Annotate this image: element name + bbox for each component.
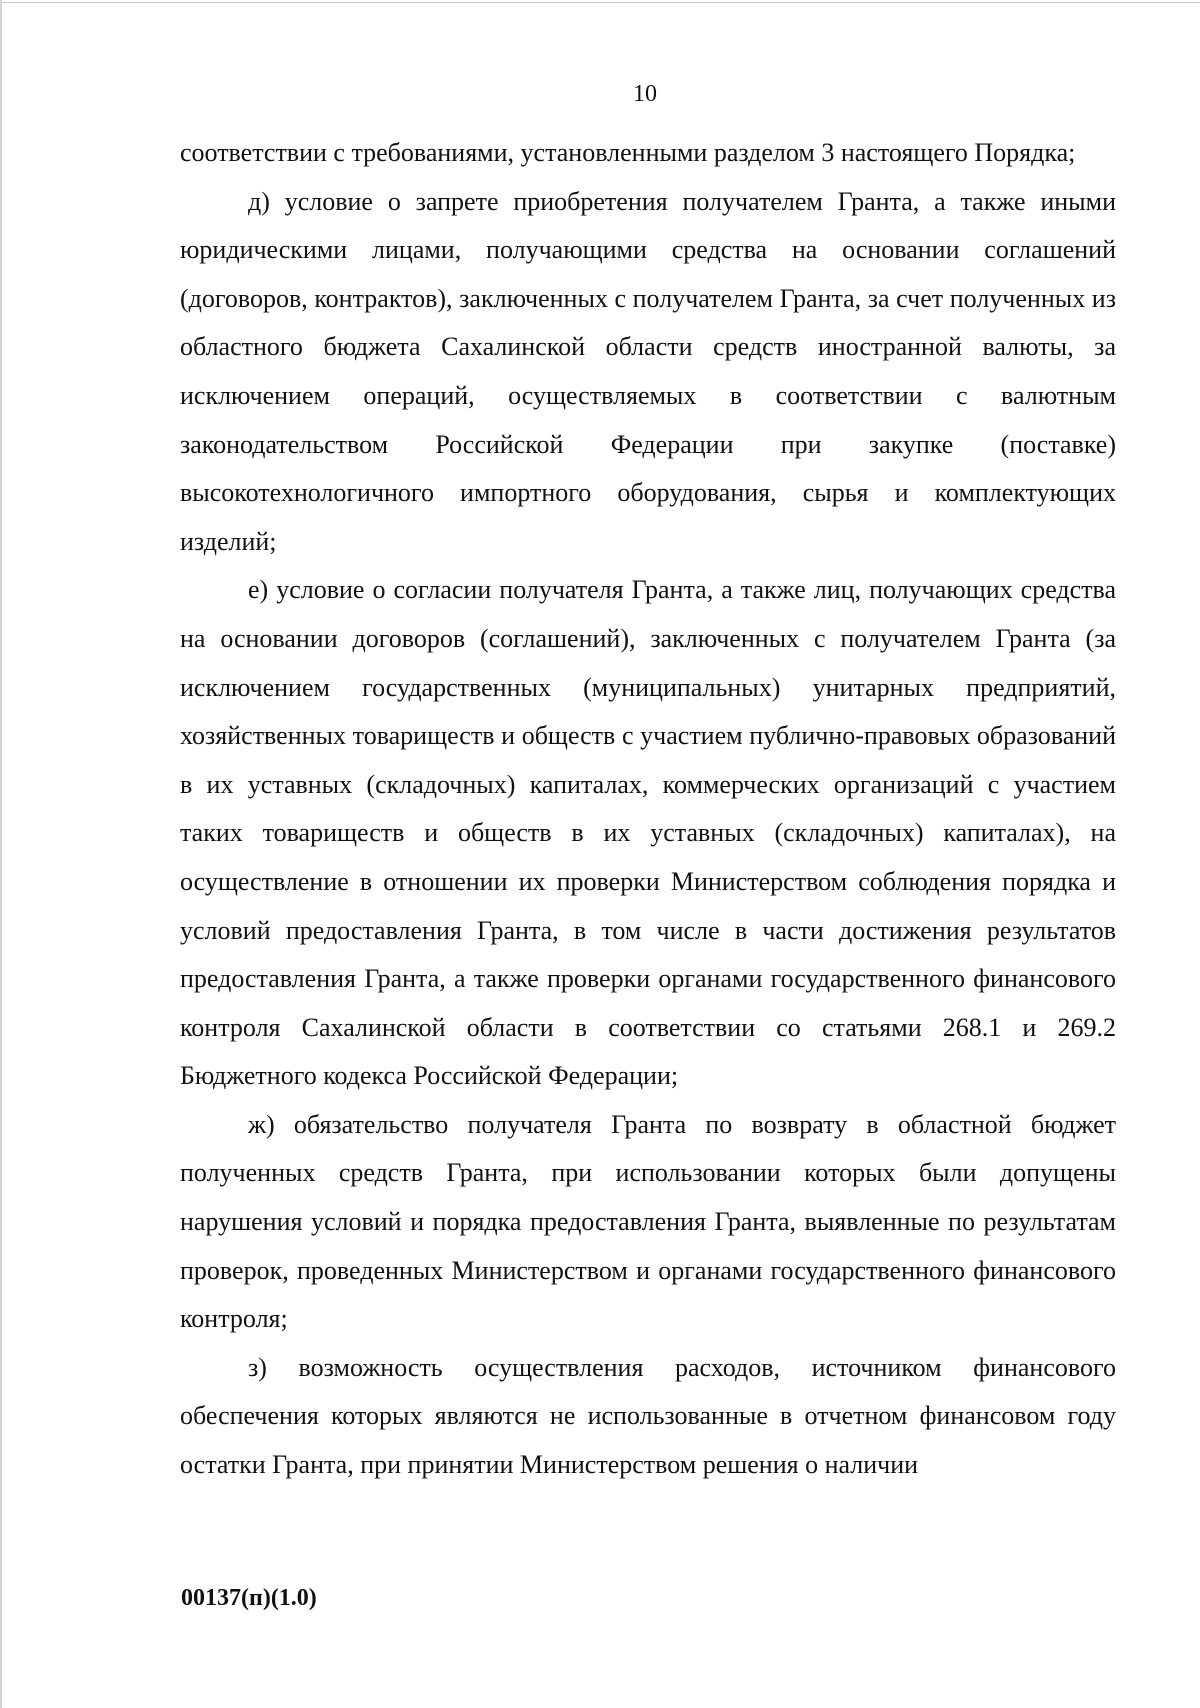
scan-artifact-left-edge [0,0,2,1708]
paragraph-continuation: соответствии с требованиями, установленными разделом 3 настоящего Порядка; [180,138,1076,167]
document-body [180,129,1116,1490]
paragraph-item-e: е) условие о согласии получателя Гранта, а также лиц, получающих средства на основании договоров (соглашений), заключенных с получателем Гранта (за исключением государственных (муниципальных) унитарных предприятий, хозяйственных товариществ и обществ с участием публично-правовых образований в их уставных (складочных) капиталах, коммерческих организаций с участием таких товариществ и обществ в их уставных (складочных) капиталах), на осуществление в отношении их проверки Министерством соблюдения порядка и условий предоставления Гранта, в том числе в части достижения результатов предоставления Гранта, а также проверки органами государственного финансового контроля Сахалинской области в соответствии со статьями 268.1 и 269.2 Бюджетного кодекса Российской Федерации; [180,575,1116,1091]
paragraph-item-zh: ж) обязательство получателя Гранта по возврату в областной бюджет полученных средств Гранта, при использовании которых были допущены нарушения условий и порядка предоставления Гранта, выявленные по результатам проверок, проведенных Министерством и органами государственного финансового контроля; [180,1109,1116,1334]
scan-artifact-top-line [0,2,1200,3]
paragraph-item-z: з) возможность осуществления расходов, источником финансового обеспечения которых являются не использованные в отчетном финансовом году остатки Гранта, при принятии Министерством решения о наличии [180,1352,1116,1480]
paragraph-item-d: д) условие о запрете приобретения получателем Гранта, а также иными юридическими лицами, получающими средства на основании соглашений (договоров, контрактов), заключенных с получателем Гранта, за счет полученных из областного бюджета Сахалинской области средств иностранной валюты, за исключением операций, осуществляемых в соответствии с валютным законодательством Российской Федерации при закупке (поставке) высокотехнологичного импортного оборудования, сырья и комплектующих изделий; [180,186,1116,556]
document-code: 00137(п)(1.0) [181,1585,317,1611]
page-number: 10 [633,81,657,107]
